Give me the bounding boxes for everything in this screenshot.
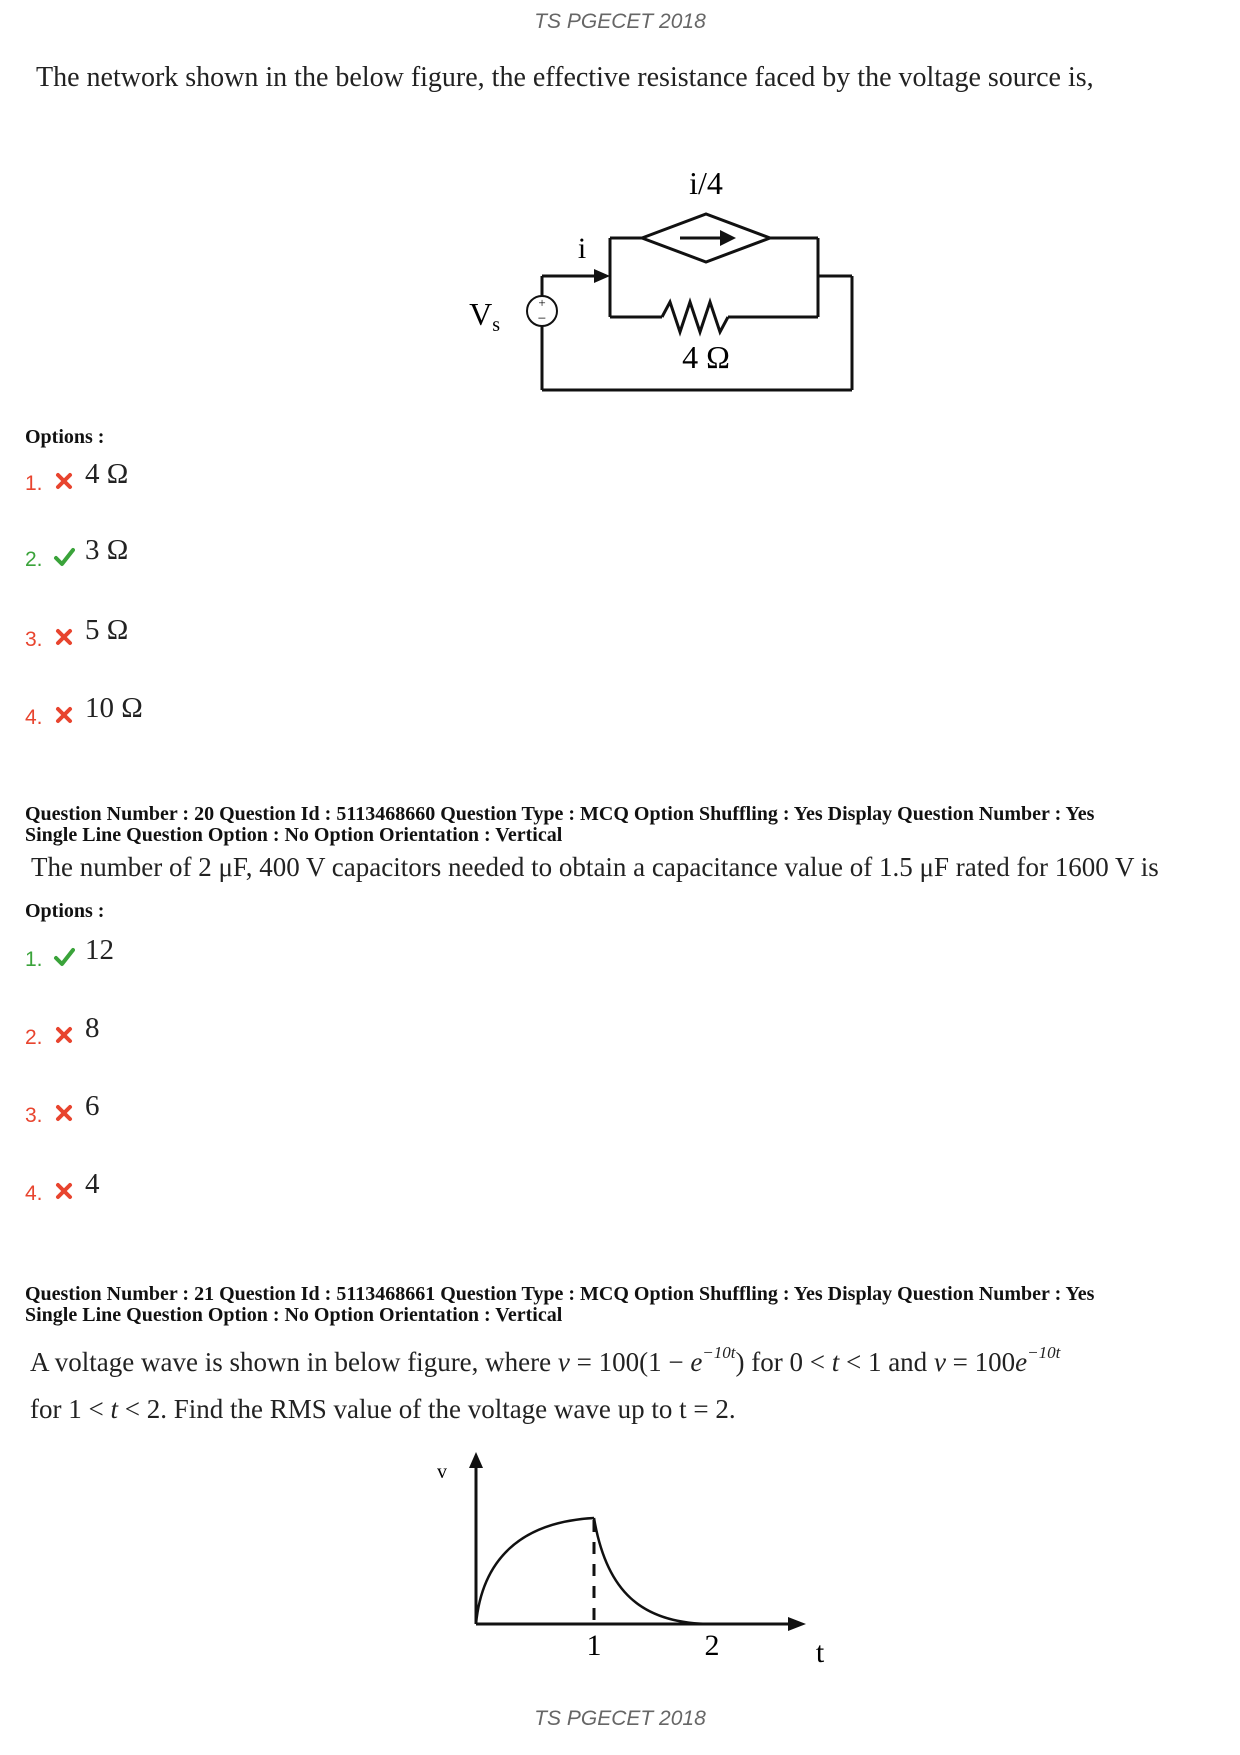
math-var: v	[557, 1347, 570, 1377]
page-footer: TS PGECET 2018	[534, 1707, 706, 1730]
question-20-text: The number of 2 μF, 400 V capacitors needed to obtain a capacitance value of 1.5 μF rated for 1600 V is	[31, 852, 1159, 882]
voltage-wave-diagram	[0, 1440, 1240, 1670]
option-value: 6	[85, 1090, 100, 1122]
option-number: 3.	[25, 628, 43, 651]
math-exponent: −10t	[702, 1343, 736, 1362]
cross-icon	[53, 1024, 75, 1046]
math-var: t	[831, 1347, 840, 1377]
source-label: Vs	[469, 296, 500, 336]
text-segment: < 1 and	[839, 1347, 934, 1377]
meta-line: Question Number : 20 Question Id : 5113468660 Question Type : MCQ Option Shuffling : Yes Display Question Number : Yes	[25, 803, 1095, 825]
x-tick-1: 1	[586, 1629, 602, 1662]
check-icon	[53, 546, 75, 568]
circuit-diagram	[0, 150, 1240, 410]
option-number: 4.	[25, 1182, 43, 1205]
question-21-meta	[25, 1284, 1094, 1326]
cross-icon	[53, 1102, 75, 1124]
math-var: e	[1015, 1347, 1028, 1377]
dependent-source-label: i/4	[689, 165, 723, 201]
option-value: 8	[85, 1012, 100, 1044]
math-var: v	[933, 1347, 946, 1377]
option-value: 10 Ω	[85, 692, 143, 724]
options-label: Options :	[25, 426, 105, 448]
option-number: 1.	[25, 948, 43, 971]
option-number: 2.	[25, 1026, 43, 1049]
text-segment: ) for 0 <	[735, 1347, 832, 1377]
question-20-meta	[25, 804, 1094, 846]
x-axis-label: t	[815, 1636, 825, 1669]
y-axis-label: v	[437, 1461, 447, 1483]
cross-icon	[53, 704, 75, 726]
option-value: 12	[85, 934, 114, 966]
question-21-text-line2	[30, 1394, 736, 1425]
option-value: 4 Ω	[85, 458, 129, 490]
page-header: TS PGECET 2018	[534, 10, 706, 33]
svg-text:+: +	[538, 295, 546, 310]
x-tick-2: 2	[704, 1629, 720, 1662]
text-segment: for 1 <	[30, 1394, 111, 1424]
question-21-text-line1	[30, 1343, 1061, 1378]
options-label: Options :	[25, 900, 105, 922]
text-segment: < 2. Find the RMS value of the voltage wave up to t = 2.	[117, 1394, 736, 1424]
option-value: 5 Ω	[85, 614, 129, 646]
text-segment: = 100(1 −	[569, 1347, 691, 1377]
text-segment: A voltage wave is shown in below figure, where	[30, 1347, 558, 1377]
math-exponent: −10t	[1027, 1343, 1061, 1362]
resistor-label: 4 Ω	[682, 339, 730, 375]
check-icon	[53, 946, 75, 968]
cross-icon	[53, 470, 75, 492]
current-label: i	[577, 232, 587, 265]
meta-line: Question Number : 21 Question Id : 5113468661 Question Type : MCQ Option Shuffling : Yes Display Question Number : Yes	[25, 1283, 1095, 1305]
text-segment: = 100	[945, 1347, 1016, 1377]
cross-icon	[53, 1180, 75, 1202]
math-var: e	[690, 1347, 703, 1377]
option-value: 4	[85, 1168, 100, 1200]
meta-line: Single Line Question Option : No Option Orientation : Vertical	[25, 824, 563, 846]
option-number: 1.	[25, 472, 43, 495]
cross-icon	[53, 626, 75, 648]
option-number: 4.	[25, 706, 43, 729]
option-number: 3.	[25, 1104, 43, 1127]
math-var: t	[110, 1394, 118, 1424]
option-number: 2.	[25, 548, 43, 571]
svg-text:−: −	[537, 311, 547, 327]
meta-line: Single Line Question Option : No Option Orientation : Vertical	[25, 1304, 563, 1326]
question-19-text: The network shown in the below figure, the effective resistance faced by the voltage source is,	[36, 62, 1094, 93]
option-value: 3 Ω	[85, 534, 129, 566]
